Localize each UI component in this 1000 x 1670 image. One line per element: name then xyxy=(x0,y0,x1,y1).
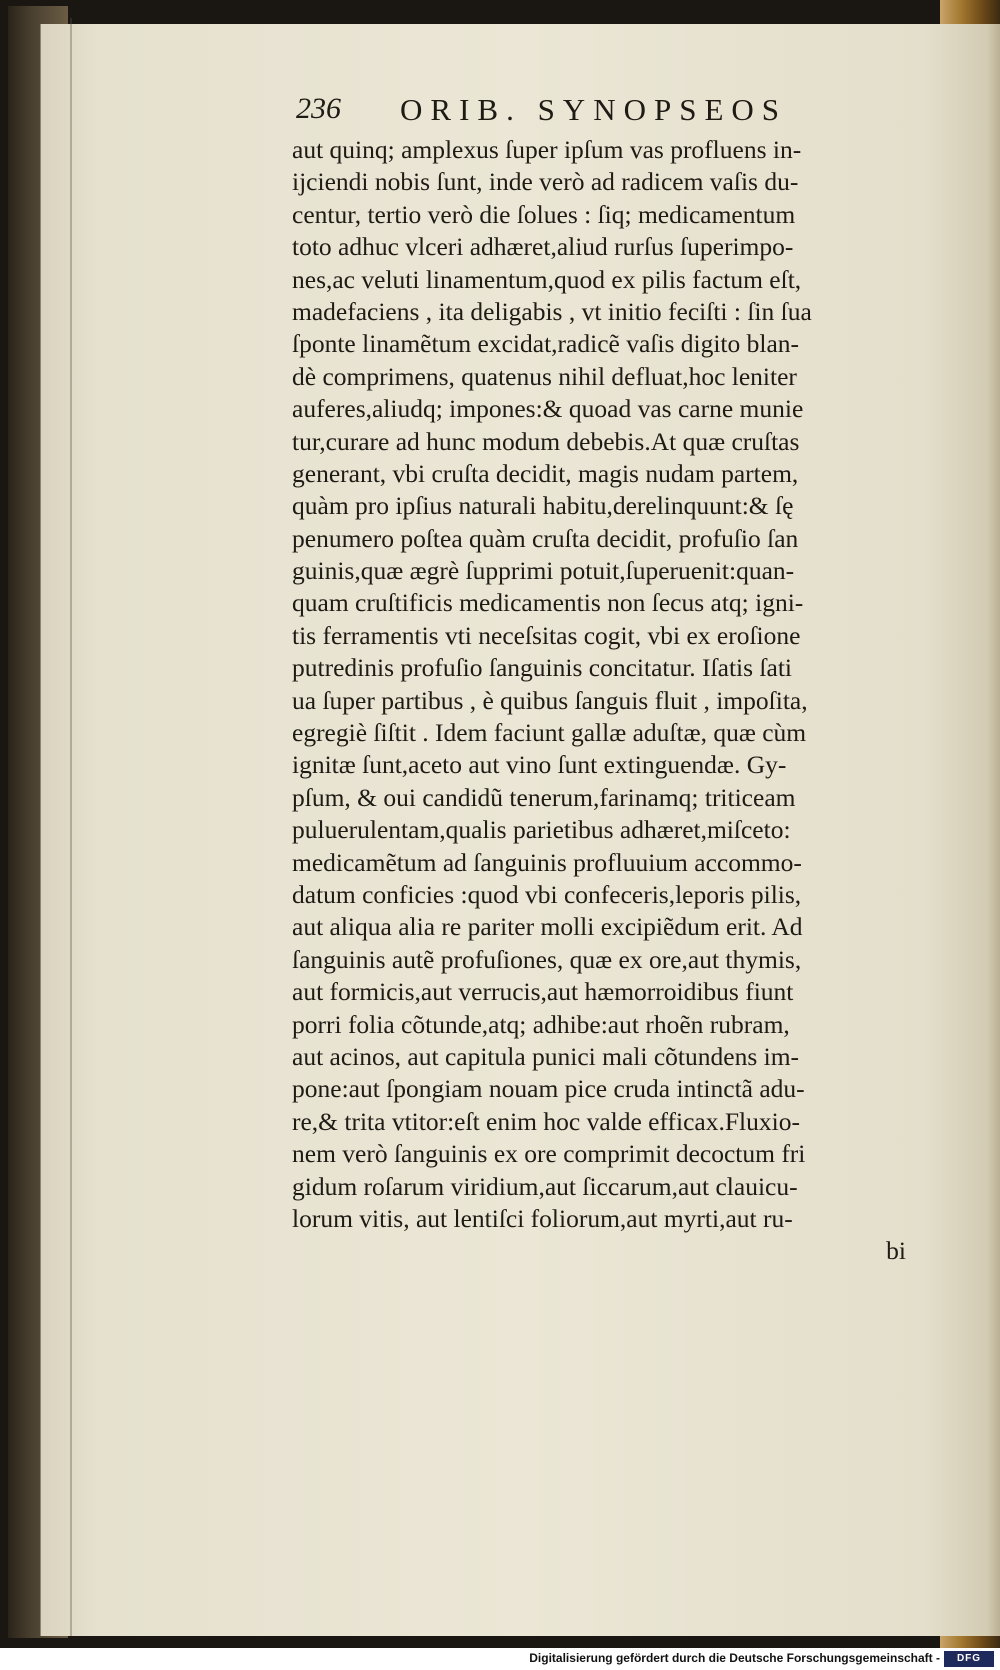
text-line: centur, tertio verò die ſolues : ſiq; medicamentum xyxy=(292,199,796,229)
digitization-credit: Digitalisierung gefördert durch die Deutsche Forschungsgemeinschaft - xyxy=(529,1651,940,1665)
text-line: madefaciens , ita deligabis , vt initio feciſti : ſin ſua xyxy=(292,296,812,326)
text-line: pone:aut ſpongiam nouam pice cruda intinctã adu- xyxy=(292,1074,805,1104)
footer-bar xyxy=(0,1648,1000,1670)
text-line: putredinis profuſio ſanguinis concitatur. Iſatis ſati xyxy=(292,653,792,683)
text-line: medicamẽtum ad ſanguinis profluuium accommo- xyxy=(292,847,802,877)
text-line: quàm pro ipſius naturali habitu,derelinquunt:& ſę xyxy=(292,491,794,521)
text-line: ua ſuper partibus , è quibus ſanguis fluit , impoſita, xyxy=(292,685,808,715)
running-title: ORIB. SYNOPSEOS xyxy=(400,92,788,127)
page-header xyxy=(296,92,936,136)
text-line: guinis,quæ ægrè ſupprimi potuit,ſuperuenit:quan- xyxy=(292,556,795,586)
text-line: aut quinq; amplexus ſuper ipſum vas profluens in- xyxy=(292,135,802,164)
text-line: ſponte linamẽtum excidat,radicẽ vaſis digito blan- xyxy=(292,329,800,359)
text-line: ijciendi nobis ſunt, inde verò ad radicem vaſis du- xyxy=(292,167,799,197)
text-line: re,& trita vtitor:eſt enim hoc valde efficax.Fluxio- xyxy=(292,1106,800,1136)
text-line: nem verò ſanguinis ex ore comprimit decoctum fri xyxy=(292,1139,806,1169)
text-line: aut acinos, aut capitula punici mali cõtundens im- xyxy=(292,1041,800,1071)
text-line: ignitæ ſunt,aceto aut vino ſunt extinguendæ. Gy- xyxy=(292,750,787,780)
text-line: nes,ac veluti linamentum,quod ex pilis factum eſt, xyxy=(292,264,802,294)
page-gutter-line xyxy=(70,18,72,1636)
text-line: dè comprimens, quatenus nihil defluat,hoc leniter xyxy=(292,361,797,391)
text-line: ſanguinis autẽ profuſiones, quæ ex ore,aut thymis, xyxy=(292,944,802,974)
text-line: lorum vitis, aut lentiſci foliorum,aut myrti,aut ru- xyxy=(292,1203,793,1233)
page-number: 236 xyxy=(296,92,341,125)
text-line: gidum roſarum viridium,aut ſiccarum,aut clauicu- xyxy=(292,1171,798,1201)
dfg-logo: DFG xyxy=(944,1651,994,1667)
text-line: tur,curare ad hunc modum debebis.At quæ cruſtas xyxy=(292,426,800,456)
text-line: generant, vbi cruſta decidit, magis nudam partem, xyxy=(292,458,799,488)
text-line: tis ferramentis vti neceſsitas cogit, vbi ex eroſione xyxy=(292,620,801,650)
text-line: aut formicis,aut verrucis,aut hæmorroidibus fiunt xyxy=(292,977,794,1007)
text-line: porri folia cõtunde,atq; adhibe:aut rhoẽn rubram, xyxy=(292,1009,790,1039)
text-line: auferes,aliudq; impones:& quoad vas carne munie xyxy=(292,394,804,424)
text-line: aut aliqua alia re pariter molli excipiẽdum erit. Ad xyxy=(292,912,803,942)
text-line: penumero poſtea quàm cruſta decidit, profuſio ſan xyxy=(292,523,799,553)
text-line: pſum, & oui candidũ tenerum,farinamq; triticeam xyxy=(292,782,796,812)
text-line: egregiè ſiſtit . Idem faciunt gallæ aduſtæ, quæ cùm xyxy=(292,718,807,748)
text-line: toto adhuc vlceri adhæret,aliud rurſus ſuperimpo- xyxy=(292,232,794,262)
body-text xyxy=(292,134,942,1268)
page-shadow-edge xyxy=(987,24,1000,1636)
text-line: quam cruſtificis medicamentis non ſecus atq; igni- xyxy=(292,588,804,618)
text-line: bi xyxy=(886,1236,906,1266)
text-line: puluerulentam,qualis parietibus adhæret,miſceto: xyxy=(292,815,791,845)
text-line: datum conficies :quod vbi confeceris,leporis pilis, xyxy=(292,879,802,909)
